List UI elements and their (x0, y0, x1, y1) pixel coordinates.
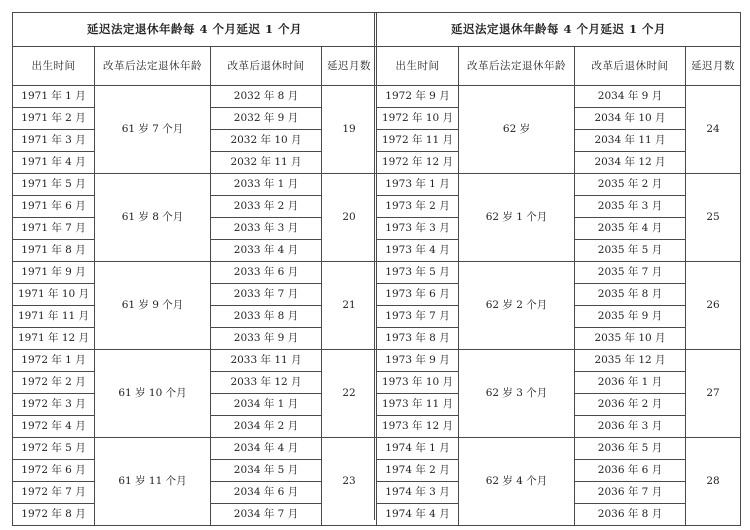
column-header: 改革后退休时间 (575, 47, 686, 86)
column-header: 延迟月数 (686, 47, 741, 86)
retirement-table-right (376, 12, 741, 526)
retirement-date-cell: 2033 年 7 月 (211, 284, 322, 306)
retirement-table-left (12, 12, 377, 526)
birth-date-cell: 1973 年 2 月 (377, 196, 459, 218)
birth-date-cell: 1972 年 5 月 (13, 438, 95, 460)
birth-date-cell: 1973 年 3 月 (377, 218, 459, 240)
column-header: 改革后退休时间 (211, 47, 322, 86)
retirement-date-cell: 2036 年 6 月 (575, 460, 686, 482)
birth-date-cell: 1971 年 1 月 (13, 86, 95, 108)
birth-date-cell: 1972 年 10 月 (377, 108, 459, 130)
retirement-date-cell: 2036 年 5 月 (575, 438, 686, 460)
birth-date-cell: 1972 年 1 月 (13, 350, 95, 372)
retirement-date-cell: 2033 年 9 月 (211, 328, 322, 350)
retirement-date-cell: 2033 年 3 月 (211, 218, 322, 240)
retirement-age-cell: 61 岁 7 个月 (95, 86, 211, 174)
table-title-row (13, 13, 377, 47)
retirement-date-cell: 2034 年 6 月 (211, 482, 322, 504)
column-header: 出生时间 (13, 47, 95, 86)
birth-date-cell: 1973 年 1 月 (377, 174, 459, 196)
retirement-date-cell: 2034 年 1 月 (211, 394, 322, 416)
delay-months-cell: 23 (322, 438, 377, 526)
birth-date-cell: 1972 年 9 月 (377, 86, 459, 108)
left-table-panel (12, 12, 376, 520)
retirement-date-cell: 2035 年 5 月 (575, 240, 686, 262)
birth-date-cell: 1971 年 9 月 (13, 262, 95, 284)
retirement-date-cell: 2034 年 7 月 (211, 504, 322, 526)
retirement-date-cell: 2035 年 2 月 (575, 174, 686, 196)
birth-date-cell: 1971 年 4 月 (13, 152, 95, 174)
birth-date-cell: 1972 年 11 月 (377, 130, 459, 152)
birth-date-cell: 1973 年 7 月 (377, 306, 459, 328)
retirement-age-cell: 61 岁 11 个月 (95, 438, 211, 526)
retirement-date-cell: 2033 年 11 月 (211, 350, 322, 372)
column-header: 出生时间 (377, 47, 459, 86)
retirement-age-cell: 62 岁 1 个月 (459, 174, 575, 262)
retirement-age-cell: 61 岁 8 个月 (95, 174, 211, 262)
table-row (13, 438, 377, 460)
retirement-date-cell: 2035 年 4 月 (575, 218, 686, 240)
birth-date-cell: 1971 年 2 月 (13, 108, 95, 130)
column-header: 改革后法定退休年龄 (459, 47, 575, 86)
birth-date-cell: 1972 年 3 月 (13, 394, 95, 416)
retirement-age-cell: 62 岁 3 个月 (459, 350, 575, 438)
retirement-date-cell: 2034 年 11 月 (575, 130, 686, 152)
birth-date-cell: 1974 年 1 月 (377, 438, 459, 460)
birth-date-cell: 1973 年 9 月 (377, 350, 459, 372)
table-title-row (377, 13, 741, 47)
retirement-date-cell: 2033 年 2 月 (211, 196, 322, 218)
delay-months-cell: 27 (686, 350, 741, 438)
retirement-date-cell: 2033 年 6 月 (211, 262, 322, 284)
retirement-age-cell: 62 岁 2 个月 (459, 262, 575, 350)
right-table-panel (376, 12, 740, 520)
birth-date-cell: 1972 年 6 月 (13, 460, 95, 482)
birth-date-cell: 1973 年 4 月 (377, 240, 459, 262)
birth-date-cell: 1974 年 3 月 (377, 482, 459, 504)
retirement-date-cell: 2036 年 3 月 (575, 416, 686, 438)
retirement-age-cell: 62 岁 (459, 86, 575, 174)
table-header-row (377, 47, 741, 86)
birth-date-cell: 1971 年 12 月 (13, 328, 95, 350)
retirement-date-cell: 2035 年 7 月 (575, 262, 686, 284)
birth-date-cell: 1973 年 6 月 (377, 284, 459, 306)
birth-date-cell: 1971 年 11 月 (13, 306, 95, 328)
retirement-date-cell: 2036 年 7 月 (575, 482, 686, 504)
birth-date-cell: 1972 年 12 月 (377, 152, 459, 174)
retirement-date-cell: 2035 年 8 月 (575, 284, 686, 306)
birth-date-cell: 1972 年 4 月 (13, 416, 95, 438)
retirement-date-cell: 2032 年 9 月 (211, 108, 322, 130)
retirement-date-cell: 2034 年 10 月 (575, 108, 686, 130)
birth-date-cell: 1971 年 8 月 (13, 240, 95, 262)
retirement-date-cell: 2032 年 10 月 (211, 130, 322, 152)
retirement-date-cell: 2036 年 8 月 (575, 504, 686, 526)
column-header: 延迟月数 (322, 47, 377, 86)
birth-date-cell: 1974 年 2 月 (377, 460, 459, 482)
birth-date-cell: 1973 年 10 月 (377, 372, 459, 394)
retirement-date-cell: 2033 年 1 月 (211, 174, 322, 196)
birth-date-cell: 1971 年 7 月 (13, 218, 95, 240)
birth-date-cell: 1973 年 11 月 (377, 394, 459, 416)
retirement-date-cell: 2035 年 3 月 (575, 196, 686, 218)
retirement-date-cell: 2035 年 10 月 (575, 328, 686, 350)
retirement-date-cell: 2035 年 9 月 (575, 306, 686, 328)
birth-date-cell: 1971 年 10 月 (13, 284, 95, 306)
table-row (13, 350, 377, 372)
delay-months-cell: 19 (322, 86, 377, 174)
birth-date-cell: 1971 年 3 月 (13, 130, 95, 152)
retirement-date-cell: 2033 年 4 月 (211, 240, 322, 262)
delay-months-cell: 20 (322, 174, 377, 262)
birth-date-cell: 1973 年 5 月 (377, 262, 459, 284)
table-row (377, 350, 741, 372)
retirement-date-cell: 2034 年 5 月 (211, 460, 322, 482)
table-row (377, 174, 741, 196)
delay-months-cell: 22 (322, 350, 377, 438)
table-title: 延迟法定退休年龄每 4 个月延迟 1 个月 (377, 13, 741, 47)
birth-date-cell: 1971 年 5 月 (13, 174, 95, 196)
retirement-date-cell: 2034 年 12 月 (575, 152, 686, 174)
table-title: 延迟法定退休年龄每 4 个月延迟 1 个月 (13, 13, 377, 47)
birth-date-cell: 1972 年 8 月 (13, 504, 95, 526)
table-row (13, 262, 377, 284)
birth-date-cell: 1973 年 8 月 (377, 328, 459, 350)
table-row (377, 262, 741, 284)
retirement-date-cell: 2035 年 12 月 (575, 350, 686, 372)
table-header-row (13, 47, 377, 86)
left-table-body (13, 13, 377, 526)
retirement-date-cell: 2032 年 8 月 (211, 86, 322, 108)
birth-date-cell: 1972 年 7 月 (13, 482, 95, 504)
retirement-date-cell: 2036 年 1 月 (575, 372, 686, 394)
retirement-age-cell: 61 岁 9 个月 (95, 262, 211, 350)
retirement-date-cell: 2036 年 2 月 (575, 394, 686, 416)
table-row (13, 174, 377, 196)
birth-date-cell: 1974 年 4 月 (377, 504, 459, 526)
retirement-date-cell: 2034 年 4 月 (211, 438, 322, 460)
retirement-date-cell: 2034 年 9 月 (575, 86, 686, 108)
birth-date-cell: 1971 年 6 月 (13, 196, 95, 218)
table-row (377, 86, 741, 108)
delay-months-cell: 28 (686, 438, 741, 526)
retirement-age-cell: 61 岁 10 个月 (95, 350, 211, 438)
panel-divider (374, 12, 375, 520)
delay-months-cell: 21 (322, 262, 377, 350)
delay-months-cell: 25 (686, 174, 741, 262)
table-row (13, 86, 377, 108)
delay-months-cell: 26 (686, 262, 741, 350)
retirement-age-cell: 62 岁 4 个月 (459, 438, 575, 526)
birth-date-cell: 1972 年 2 月 (13, 372, 95, 394)
retirement-date-cell: 2033 年 8 月 (211, 306, 322, 328)
retirement-date-cell: 2034 年 2 月 (211, 416, 322, 438)
retirement-date-cell: 2032 年 11 月 (211, 152, 322, 174)
right-table-body (377, 13, 741, 526)
birth-date-cell: 1973 年 12 月 (377, 416, 459, 438)
delay-months-cell: 24 (686, 86, 741, 174)
column-header: 改革后法定退休年龄 (95, 47, 211, 86)
table-row (377, 438, 741, 460)
retirement-date-cell: 2033 年 12 月 (211, 372, 322, 394)
